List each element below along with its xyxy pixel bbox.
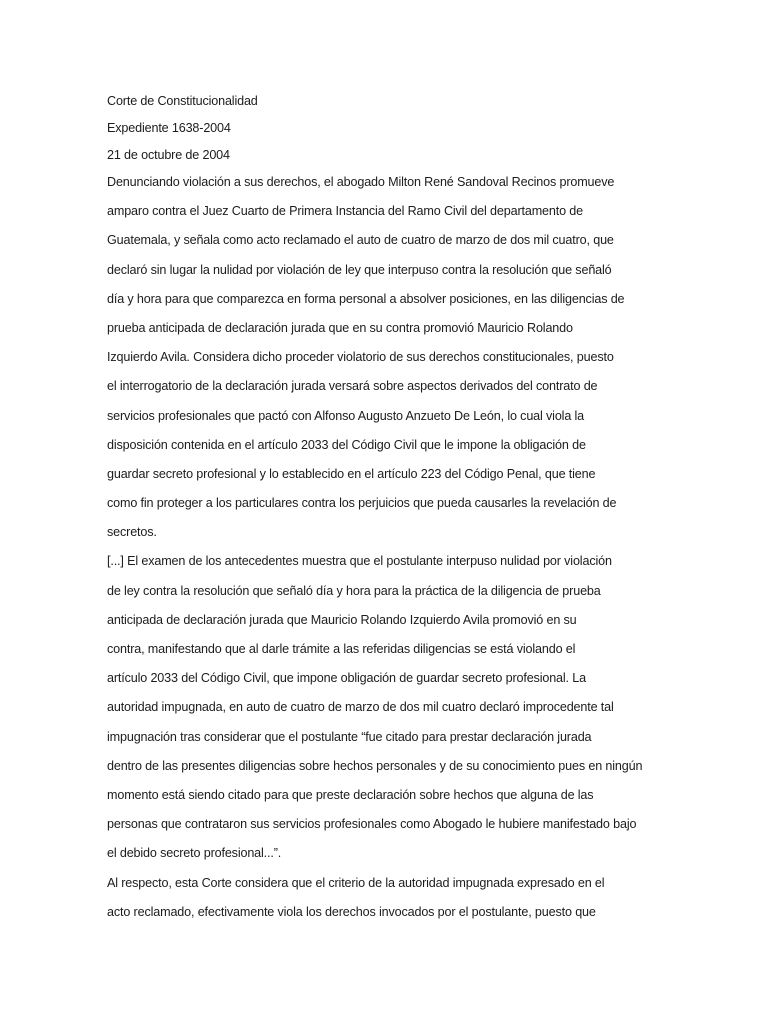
- paragraph-line: [...] El examen de los antecedentes muestra que el postulante interpuso nulidad por violación: [107, 554, 612, 569]
- paragraph-line: de ley contra la resolución que señaló día y hora para la práctica de la diligencia de prueba: [107, 583, 601, 598]
- paragraph-line: Guatemala, y señala como acto reclamado el auto de cuatro de marzo de dos mil cuatro, que: [107, 233, 614, 248]
- paragraph-line: guardar secreto profesional y lo establecido en el artículo 223 del Código Penal, que tiene: [107, 466, 596, 481]
- paragraph-line: servicios profesionales que pactó con Alfonso Augusto Anzueto De León, lo cual viola la: [107, 408, 585, 423]
- paragraph-line: contra, manifestando que al darle trámite a las referidas diligencias se está violando el: [107, 642, 576, 656]
- paragraph-line: acto reclamado, efectivamente viola los derechos invocados por el postulante, puesto que: [107, 904, 596, 919]
- paragraph-line: el interrogatorio de la declaración jurada versará sobre aspectos derivados del contrato de: [107, 379, 598, 394]
- paragraph-line: impugnación tras considerar que el postulante “fue citado para prestar declaración jurada: [107, 729, 592, 744]
- paragraph-line: amparo contra el Juez Cuarto de Primera Instancia del Ramo Civil del departamento de: [107, 204, 584, 219]
- paragraph-line: prueba anticipada de declaración jurada que en su contra promovió Mauricio Rolando: [107, 320, 573, 335]
- paragraph-line: artículo 2033 del Código Civil, que impone obligación de guardar secreto profesional. La: [107, 671, 586, 686]
- case-number: Expediente 1638-2004: [107, 121, 231, 135]
- paragraph-line: disposición contenida en el artículo 2033 del Código Civil que le impone la obligación de: [107, 437, 586, 452]
- paragraph-line: dentro de las presentes diligencias sobre hechos personales y de su conocimiento pues en ningún: [107, 758, 643, 773]
- paragraph-line: anticipada de declaración jurada que Mauricio Rolando Izquierdo Avila promovió en su: [107, 612, 577, 627]
- paragraph-line: momento está siendo citado para que preste declaración sobre hechos que alguna de las: [107, 787, 594, 802]
- court-name: Corte de Constitucionalidad: [107, 94, 258, 108]
- paragraph-line: Al respecto, esta Corte considera que el criterio de la autoridad impugnada expresado en el: [107, 875, 605, 890]
- paragraph-line: día y hora para que comparezca en forma personal a absolver posiciones, en las diligencias de: [107, 291, 625, 306]
- paragraph-line: Izquierdo Avila. Considera dicho proceder violatorio de sus derechos constitucionales, puesto: [107, 350, 614, 365]
- paragraph-line: secretos.: [107, 525, 157, 540]
- paragraph-line: declaró sin lugar la nulidad por violación de ley que interpuso contra la resolución que señaló: [107, 262, 612, 277]
- paragraph-line: como fin proteger a los particulares contra los perjuicios que pueda causarles la revelación de: [107, 496, 617, 511]
- paragraph-line: autoridad impugnada, en auto de cuatro de marzo de dos mil cuatro declaró improcedente tal: [107, 700, 614, 715]
- ruling-date: 21 de octubre de 2004: [107, 148, 230, 162]
- document-body: [107, 91, 667, 931]
- paragraph-line: el debido secreto profesional...”.: [107, 846, 282, 861]
- paragraph-line: personas que contrataron sus servicios profesionales como Abogado le hubiere manifestado bajo: [107, 817, 637, 832]
- paragraph-line: Denunciando violación a sus derechos, el abogado Milton René Sandoval Recinos promueve: [107, 175, 615, 189]
